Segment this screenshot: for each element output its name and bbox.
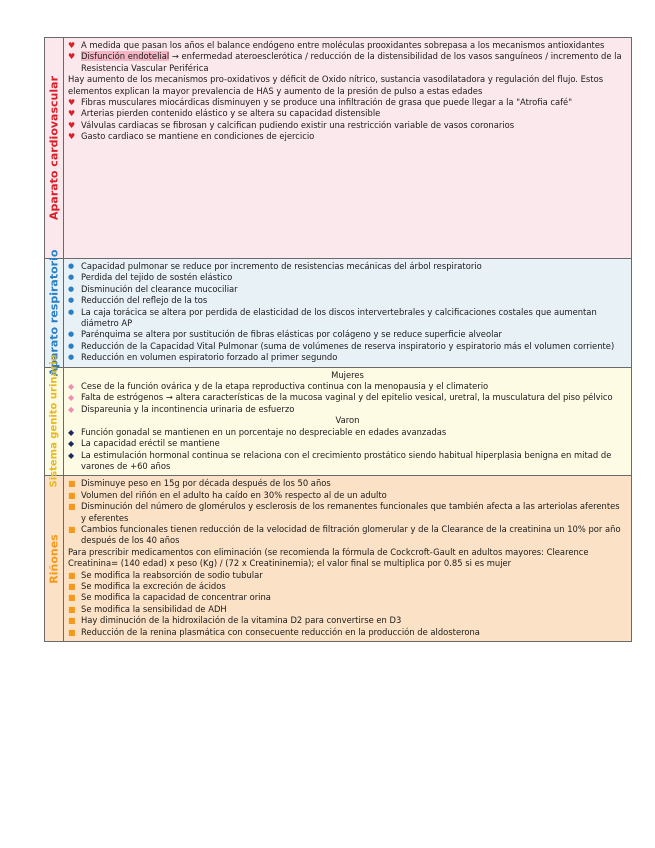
list-item [68,329,627,340]
list-item-text: Cese de la función ovárica y de la etapa reproductiva continua con la menopausia y el climaterio [81,381,489,392]
list-item-text: Dispareunia y la incontinencia urinaria de esfuerzo [81,403,295,414]
section-header [45,354,64,488]
list-item [68,490,627,501]
list-item-text: Fibras musculares miocárdicas disminuyen y se produce una infiltración de grasa que puede llegar a la "Atrofia café" [81,97,573,108]
list-item-text: Función gonadal se mantienen en un porcentaje no despreciable en edades avanzadas [81,426,447,437]
droplet-icon: ● [68,353,75,362]
list-item [68,261,627,272]
list-item [68,120,627,131]
list-item-text: La caja torácica se altera por perdida de elasticidad de los discos intervertebrales y calcificaciones costales que aumentan diámetro AP [81,306,597,329]
square-icon: ■ [68,581,76,591]
paragraph: Hay aumento de los mecanismos pro-oxidativos y déficit de Oxido nítrico, sustancia vasodilatadora y regulación del flujo. Estos elementos explican la mayor prevalencia de HAS y aumento de la presión de pulso a estas edades [68,74,604,96]
list-item-text: Se modifica la excreción de ácidos [81,580,226,591]
heart-icon: ♥ [68,52,76,62]
section-title: Aparato cardiovascular [47,76,61,220]
droplet-icon: ● [68,341,75,350]
list-item [68,108,627,119]
list-item [68,381,627,392]
list-item-text: Hay diminución de la hidroxilación de la vitamina D2 para convertirse en D3 [81,615,402,626]
list-item-text: Cambios funcionales tienen reducción de la velocidad de filtración glomerular y de la Clearance de la creatinina un 10% por año después de los 40 años [81,523,621,546]
paragraph: Para prescribir medicamentos con eliminación (se recomienda la fórmula de Cockcroft-Gault en adultos mayores: Clearence Creatinina= (140 edad) x peso (Kg) / (72 x Creatininemia); el valor final se multiplica por 0.85 si es mujer [68,546,589,569]
heart-icon: ♥ [68,98,76,108]
section-title: Riñones [47,533,61,584]
list-item [68,341,627,352]
list-item-text: La estimulación hormonal continua se relaciona con el crecimiento prostático siendo habitual hiperplasia benigna en mitad de varones de +60 años [81,449,612,471]
list-item [68,272,627,283]
diamond-icon: ◆ [68,404,75,414]
list-item [68,284,627,295]
heart-icon: ♥ [68,132,76,142]
list-item-text: Reducción del reflejo de la tos [81,295,208,306]
section-title: Sistema genito urinario [48,354,60,488]
section-title: Aparato respiratorio [47,249,61,377]
list-item-text: Gasto cardiaco se mantiene en condiciones de ejercicio [81,131,315,142]
list-item [68,501,627,524]
heart-icon: ♥ [68,41,76,50]
diamond-icon: ◆ [68,450,75,460]
section-renal [45,475,631,641]
list-item [68,570,627,581]
list-item-text: Reducción en volumen espiratorio forzado al primer segundo [81,352,338,363]
section-content [64,259,631,367]
droplet-icon: ● [68,273,75,282]
list-item [68,427,627,438]
list-item-text: Parénquima se altera por sustitución de fibras elásticas por colágeno y se reduce superficie alveolar [81,329,502,340]
list-item [68,392,627,403]
list-item [68,478,627,489]
section-header [45,476,64,641]
square-icon: ■ [68,490,76,500]
list-item-text: Se modifica la capacidad de concentrar orina [81,592,271,603]
section-header [45,38,64,258]
list-item-text: Válvulas cardiacas se fibrosan y calcifican pudiendo existir una restricción variable de vasos coronarios [81,119,515,130]
list-item-text: A medida que pasan los años el balance endógeno entre moléculas prooxidantes sobrepasa a los mecanismos antioxidantes [81,40,605,50]
diamond-icon: ◆ [68,439,75,449]
subheading: Varon [335,415,360,426]
list-item-text: La capacidad eréctil se mantiene [81,438,220,449]
square-icon: ■ [68,524,76,534]
square-icon: ■ [68,604,76,614]
heart-icon: ♥ [68,120,76,130]
list-item [68,97,627,108]
droplet-icon: ● [68,307,75,316]
list-item-text: Volumen del riñón en el adulto ha caído en 30% respecto al de un adulto [81,489,387,500]
summary-table [44,37,632,642]
section-content [64,38,631,258]
list-item [68,581,627,592]
diamond-icon: ◆ [68,427,75,437]
droplet-icon: ● [68,262,75,270]
list-item-text: Reducción de la Capacidad Vital Pulmonar (suma de volúmenes de reserva inspiratorio y espiratorio más el volumen corriente) [81,340,615,351]
heart-icon: ♥ [68,109,76,119]
list-item-text: Se modifica la sensibilidad de ADH [81,603,227,614]
list-item-text: Falta de estrógenos → altera características de la mucosa vaginal y del epitelio vesical, uretral, la musculatura del piso pélvico [81,392,613,403]
droplet-icon: ● [68,284,75,293]
highlighted-term: Disfunción endotelial [81,51,170,62]
square-icon: ■ [68,570,76,580]
list-item [68,615,627,626]
list-item-text: Arterias pierden contenido elástico y se altera su capacidad distensible [81,108,381,119]
list-item-text: Disminución del clearance mucociliar [81,283,238,294]
section-content [64,476,631,641]
droplet-icon: ● [68,330,75,339]
section-cardio [45,38,631,258]
list-item-text: → enfermedad ateroesclerótica / reducción de la distensibilidad de los vasos sanguíneos / incremento de la Resistencia Vascular Periférica [81,51,622,73]
list-item-text: Perdida del tejido de sostén elástico [81,272,233,283]
list-item [68,307,627,330]
list-item-text: Disminución del número de glomérulos y esclerosis de los remanentes funcionales que también afecta a las arteriolas aferentes y eferentes [81,501,620,523]
list-item [68,295,627,306]
list-item-text: Disminuye peso en 15g por década después de los 50 años [81,478,331,489]
list-item [68,438,627,449]
list-item [68,40,627,51]
list-item [68,51,627,74]
list-item [68,592,627,603]
list-item [68,131,627,142]
section-content [64,368,631,476]
subheading: Mujeres [331,369,364,380]
diamond-icon: ◆ [68,382,75,392]
droplet-icon: ● [68,296,75,305]
list-item [68,524,627,547]
list-item [68,450,627,473]
list-item [68,404,627,415]
square-icon: ■ [68,616,76,626]
square-icon: ■ [68,479,76,489]
list-item-text: Reducción de la renina plasmática con consecuente reducción en la producción de aldosterona [81,626,480,637]
square-icon: ■ [68,593,76,603]
diamond-icon: ◆ [68,393,75,403]
section-header [45,249,64,377]
list-item [68,352,627,363]
list-item [68,627,627,638]
list-item [68,604,627,615]
list-item-text: Capacidad pulmonar se reduce por incremento de resistencias mecánicas del árbol respiratorio [81,261,482,271]
square-icon: ■ [68,502,76,512]
list-item-text: Se modifica la reabsorción de sodio tubular [81,569,263,580]
square-icon: ■ [68,627,76,637]
